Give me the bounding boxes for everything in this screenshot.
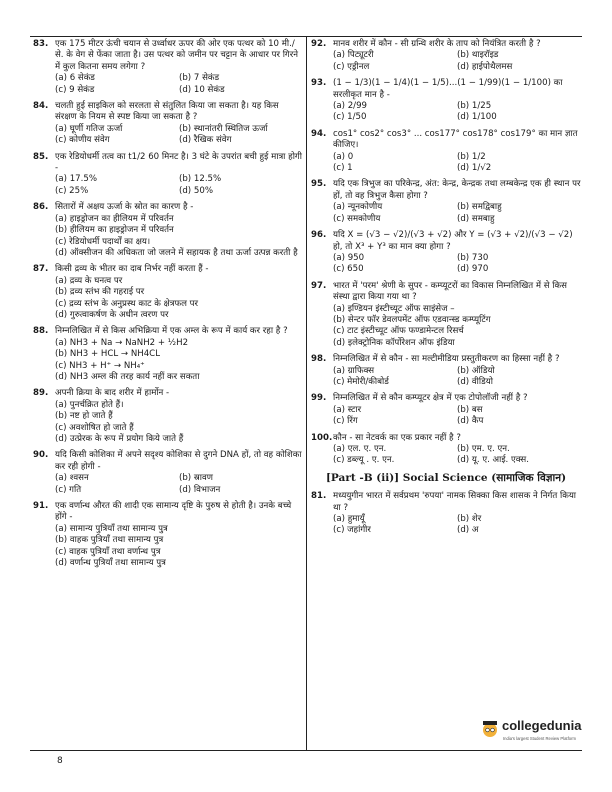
option: (d) वर्णान्ध पुत्रियाँ तथा सामान्य पुत्र	[55, 558, 166, 569]
question-number: 97.	[311, 280, 327, 291]
option: (a) NH3 + Na → NaNH2 + ½H2	[55, 337, 189, 348]
question-88	[33, 326, 303, 383]
question-text: निम्नलिखित में से कौन - सा मल्टीमीडिया प्रस्तुतीकरण का हिस्सा नहीं है ?	[333, 354, 560, 365]
option: (b) ऑडियो	[457, 365, 495, 376]
option: (c) 1/50	[333, 112, 367, 123]
question-text: एक रेडियोधर्मी तत्व का t1/2 60 मिनट है। 3 घंटे के उपरांत बची हुई मात्रा होगी -	[55, 151, 302, 174]
option: (b) 7 सेकंड	[179, 73, 220, 84]
question-95	[311, 179, 581, 225]
question-86	[33, 202, 303, 259]
option: (a) इण्डियन इंस्टीच्यूट ऑफ साइंसेज –	[333, 303, 455, 314]
options	[33, 400, 303, 446]
question-text: (1 − 1/3)(1 − 1/4)(1 − 1/5)...(1 − 1/99)(1 − 1/100) का सरलीकृत मान है -	[333, 78, 563, 100]
question-number: 98.	[311, 354, 327, 365]
option: (b) स्रावण	[179, 473, 214, 484]
section-title: [Part -B (ii)] Social Science (सामाजिक विज्ञान)	[325, 471, 567, 484]
options	[33, 73, 303, 96]
question-99	[311, 393, 581, 427]
options	[311, 202, 581, 225]
question-93	[311, 78, 581, 124]
option: (a) हुमायूँ	[333, 514, 365, 525]
option: (d) 970	[457, 264, 489, 275]
question-text: एक वर्णान्ध औरत की शादी एक सामान्य दृष्टि के पुरुष से होती है। उनके बच्चे होंगे -	[55, 501, 292, 523]
option: (a) ग्राफिक्स	[333, 365, 375, 376]
option: (d) उत्प्रेरक के रूप में प्रयोग किये जाते हैं	[55, 434, 184, 444]
options	[33, 124, 303, 147]
question-81	[311, 491, 581, 537]
option: (d) गुरुत्वाकर्षण के अधीन त्वरण पर	[55, 309, 169, 320]
option: (b) समद्विबाहु	[457, 202, 502, 213]
option: (b) थाइरॉइड	[457, 50, 499, 61]
question-number: 89.	[33, 388, 49, 399]
option: (c) वाहक पुत्रियाँ तथा वर्णान्ध पुत्र	[55, 546, 161, 557]
question-97	[311, 281, 581, 349]
option: (c) 25%	[55, 185, 89, 196]
question-text: यदि X = (√3 − √2)/(√3 + √2) और Y = (√3 + √2)/(√3 − √2) हो, तो X³ + Y³ का मान क्या होगा ?	[333, 230, 573, 252]
option: (d) यू. ए. आई. एक्स.	[457, 455, 529, 466]
option: (d) 10 सेकंड	[179, 84, 225, 95]
option: (c) गति	[55, 484, 82, 495]
question-text: निम्नलिखित में से किस अभिक्रिया में एक अम्ल के रूप में कार्य कर रहा है ?	[55, 326, 288, 337]
question-number: 100.	[311, 432, 333, 443]
option: (a) 17.5%	[55, 174, 98, 185]
option: (c) टाट इंस्टीच्यूट ऑफ फण्डामेन्टल रिसर्च	[333, 326, 464, 337]
option: (c) 650	[333, 264, 364, 275]
option: (a) 950	[333, 252, 365, 263]
option: (d) हाईपोथैलमस	[457, 61, 513, 72]
question-text: यदि किसी कोशिका में अपने सदृश्य कोशिका से दुगने DNA हों, तो वह कोशिका कर रही होगी -	[55, 450, 302, 472]
option: (b) NH3 + HCL → NH4CL	[55, 349, 160, 360]
question-number: 93.	[311, 78, 327, 89]
left-column	[33, 39, 303, 574]
option: (a) एल. ए. एन.	[333, 444, 387, 454]
option: (a) श्वसन	[55, 473, 89, 484]
question-84	[33, 101, 303, 147]
question-number: 99.	[311, 393, 327, 404]
option: (d) इलेक्ट्रोनिक कॉर्पोरेशन ऑफ इंडिया	[333, 337, 455, 348]
question-83	[33, 39, 303, 96]
option: (b) 12.5%	[179, 174, 222, 185]
option: (d) NH3 अम्ल की तरह कार्य नहीं कर सकता	[55, 371, 200, 382]
option: (c) 1	[333, 163, 353, 174]
question-89	[33, 388, 303, 445]
question-number: 85.	[33, 151, 49, 162]
option: (a) 2/99	[333, 101, 368, 112]
question-number: 83.	[33, 39, 49, 49]
option: (d) 1/√2	[457, 163, 492, 174]
question-98	[311, 354, 581, 388]
option: (c) 9 सेकंड	[55, 84, 95, 95]
question-text: अपनी क्रिया के बाद शरीर में हार्मोन -	[55, 388, 170, 399]
options	[33, 276, 303, 322]
option: (c) डब्ल्यू . ए. एन.	[333, 455, 395, 466]
option: (d) वीडियो	[457, 376, 493, 387]
option: (a) सामान्य पुत्रियाँ तथा सामान्य पुत्र	[55, 523, 168, 534]
question-96	[311, 230, 581, 276]
option: (b) बस	[457, 404, 483, 415]
option: (b) 1/25	[457, 101, 492, 112]
question-90	[33, 450, 303, 496]
question-number: 90.	[33, 450, 49, 461]
question-text: भारत में 'परम' श्रेणी के सुपर - कम्प्यूटरों का विकास निम्नलिखित में से किस संस्था द्वारा किया गया था ?	[333, 280, 567, 303]
option: (d) रैखिक संवेग	[179, 135, 232, 146]
question-text: cos1° cos2° cos3° ... cos177° cos178° cos179° का मान ज्ञात कीजिए।	[333, 128, 578, 151]
option: (c) अवशोषित हो जाते हैं	[55, 422, 134, 433]
option: (b) एम. ए. एन.	[457, 444, 510, 454]
option: (a) पुनर्चक्रित होते हैं।	[55, 399, 124, 410]
option: (d) 1/100	[457, 112, 497, 123]
option: (b) वाहक पुत्रियाँ तथा सामान्य पुत्र	[55, 535, 164, 546]
option: (c) द्रव्य स्तंभ के अनुप्रस्थ काट के क्षेत्रफल पर	[55, 298, 199, 309]
question-94	[311, 129, 581, 175]
option: (d) ऑक्सीजन की अधिकता जो जलने में सहायक है तथा ऊर्जा उत्पन्न करती है	[55, 247, 298, 258]
options	[311, 101, 581, 124]
option: (d) विभाजन	[179, 484, 221, 495]
option: (b) द्रव्य स्तंभ की गहराई पर	[55, 287, 145, 298]
option: (c) मेमोरी/कीबोर्ड	[333, 376, 389, 387]
collegedunia-logo	[480, 716, 590, 750]
option: (b) शेर	[457, 514, 482, 525]
question-number: 92.	[311, 39, 327, 49]
question-text: चलती हुई साइकिल को सरलता से संतुलित किया जा सकता है। यह किस संरक्षण के नियम से स्पष्ट किया जा सकता है ?	[55, 101, 279, 123]
graduate-cap-icon	[480, 718, 500, 740]
question-number: 87.	[33, 264, 49, 275]
option: (b) हीलियम का हाइड्रोजन में परिवर्तन	[55, 225, 174, 236]
question-100	[311, 433, 581, 467]
option: (a) द्रव्य के घनत्व पर	[55, 275, 123, 286]
option: (b) नष्ट हो जाते हैं	[55, 411, 113, 422]
right-column-questions	[311, 39, 581, 467]
question-text: सितारों में अक्षय ऊर्जा के स्रोत का कारण है -	[55, 202, 194, 213]
options	[33, 524, 303, 570]
question-91	[33, 501, 303, 569]
question-85	[33, 152, 303, 198]
question-number: 91.	[33, 501, 49, 512]
option: (c) रेडियोधर्मी पदार्थों का क्षय।	[55, 236, 151, 247]
options	[311, 405, 581, 428]
option: (a) 6 सेकंड	[55, 73, 95, 84]
question-number: 88.	[33, 326, 49, 337]
options	[311, 444, 581, 467]
option: (c) एड्रीनल	[333, 61, 370, 72]
question-text: एक 175 मीटर ऊंची चयान से उर्ध्वाधर ऊपर की ओर एक पत्थर को 10 मी./से. के वेग से फेंका जाता है। उस पत्थर को जमीन पर चट्टान के आधार पर गिरने में कुल कितना समय लगेगा ?	[55, 39, 299, 72]
question-number: 84.	[33, 101, 49, 112]
option: (c) समकोणीय	[333, 213, 381, 224]
option: (a) स्टार	[333, 404, 362, 415]
option: (b) 730	[457, 252, 489, 263]
options	[33, 214, 303, 260]
question-text: मानव शरीर में कौन - सी ग्रन्थि शरीर के ताप को नियंत्रित करती है ?	[333, 39, 541, 49]
option: (a) हाइड्रोजन का हीलियम में परिवर्तन	[55, 213, 174, 224]
options	[311, 152, 581, 175]
options	[33, 338, 303, 384]
options	[311, 366, 581, 389]
option: (a) न्यूनकोणीय	[333, 202, 383, 213]
option: (c) रिंग	[333, 416, 358, 427]
options	[311, 253, 581, 276]
right-column	[311, 39, 581, 542]
question-92	[311, 39, 581, 73]
options	[33, 473, 303, 496]
question-text: निम्नलिखित में से कौन कम्प्यूटर क्षेत्र में एक टोपोलॉजी नहीं है ?	[333, 393, 528, 404]
option: (c) जहांगीर	[333, 525, 371, 536]
options	[311, 514, 581, 537]
option: (c) कोणीय संवेग	[55, 135, 110, 146]
question-number: 86.	[33, 202, 49, 213]
option: (d) कैप	[457, 416, 484, 427]
question-87	[33, 264, 303, 321]
option: (d) समबाहु	[457, 213, 495, 224]
option: (a) 0	[333, 151, 354, 162]
option: (a) पिट्यूटरी	[333, 50, 374, 61]
option: (b) स्थानांतरी स्थितिज ऊर्जा	[179, 123, 268, 134]
page-number: 8	[57, 756, 63, 766]
bottom-rule	[30, 750, 582, 751]
option: (c) NH3 + H⁺ → NH₄⁺	[55, 360, 145, 371]
options	[311, 304, 581, 350]
option: (b) 1/2	[457, 151, 486, 162]
question-text: कौन - सा नेटवर्क का एक प्रकार नहीं है ?	[333, 432, 461, 443]
logo-name: collegedunia	[502, 718, 582, 733]
question-text: किसी द्रव्य के भीतर का दाब निर्भर नहीं करता हैं -	[55, 264, 209, 275]
option: (d) 50%	[179, 185, 213, 196]
option: (b) सेन्टर फॉर डेवलपमेंट ऑफ एडवान्स्ड कम्प्यूटिंग	[333, 314, 491, 325]
logo-tagline: India's largest Student Review Platform	[503, 736, 576, 741]
question-number: 96.	[311, 230, 327, 241]
options	[311, 50, 581, 73]
question-text: यदि एक त्रिभुज का परिकेन्द्र, अंत: केन्द्र, केन्द्रक तथा लम्बकेन्द्र एक ही स्थान पर हों, तो वह त्रिभुज कैसा होगा ?	[333, 179, 581, 201]
option: (d) अ	[457, 525, 479, 536]
column-divider	[306, 36, 307, 750]
right-column-section-questions	[311, 491, 581, 537]
question-number: 81.	[311, 491, 327, 502]
options	[33, 174, 303, 197]
question-number: 94.	[311, 128, 327, 139]
option: (a) घूर्णी गतिज ऊर्जा	[55, 123, 123, 134]
question-number: 95.	[311, 179, 327, 190]
question-text: मध्ययुगीन भारत में सर्वप्रथम 'रुपया' नामक सिक्का किस शासक ने निर्गत किया था ?	[333, 491, 577, 513]
